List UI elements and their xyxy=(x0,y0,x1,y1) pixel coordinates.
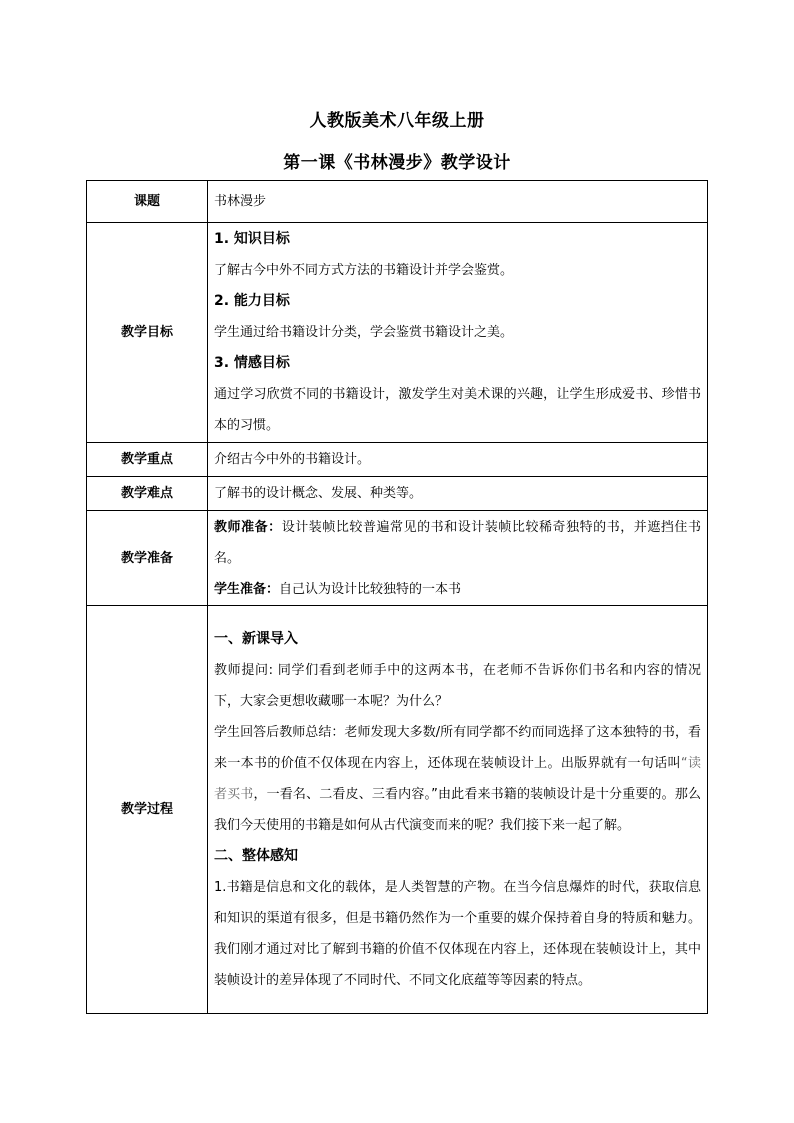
goal-text-emotion: 通过学习欣赏不同的书籍设计，激发学生对美术课的兴趣，让学生形成爱书、珍惜书本的习惯。 xyxy=(214,387,701,433)
process-paragraph-books: 1.书籍是信息和文化的载体，是人类智慧的产物。在当今信息爆炸的时代，获取信息和知识的渠道有很多，但是书籍仍然作为一个重要的媒介保持着自身的特质和魅力。我们刚才通过对比了解到书籍的价值不仅体现在内容上，还体现在装帧设计上，其中装帧设计的差异体现了不同时代、不同文化底蕴等等因素的特点。 xyxy=(214,879,701,988)
row-label-goals: 教学目标 xyxy=(87,223,208,443)
student-preparation xyxy=(214,574,701,605)
summary-text-a: 学生回答后教师总结：老师发现大多数/所有同学都不约而同选择了这本独特的书，看来一本书的价值不仅体现在内容上，还体现在装帧设计上。出版界就有一句话叫 xyxy=(214,724,701,771)
summary-quote: “读者买书 xyxy=(214,755,701,802)
lesson-plan-table xyxy=(86,180,708,1014)
row-label-preparation: 教学准备 xyxy=(87,511,208,606)
summary-text-b: ，一看名、二看皮、三看内容。”由此看来书籍的装帧设计是十分重要的。那么我们今天使用的书籍是如何从古代演变而来的呢？我们接下来一起了解。 xyxy=(214,786,701,833)
student-preparation-text: 自己认为设计比较独特的一本书 xyxy=(279,581,462,597)
goal-heading-ability: 2. 能力目标 xyxy=(214,293,290,309)
teacher-preparation-label: 教师准备： xyxy=(214,519,282,535)
table-row-key-points xyxy=(87,443,708,477)
goal-heading-emotion: 3. 情感目标 xyxy=(214,355,290,371)
table-row-preparation xyxy=(87,511,708,606)
process-heading-intro: 一、新课导入 xyxy=(214,630,298,647)
document-subtitle: 第一课《书林漫步》教学设计 xyxy=(283,153,511,173)
goal-text-ability: 学生通过给书籍设计分类，学会鉴赏书籍设计之美。 xyxy=(214,325,514,340)
row-label-difficulties: 教学难点 xyxy=(87,477,208,511)
topic-value: 书林漫步 xyxy=(208,181,708,223)
teacher-preparation xyxy=(214,512,701,574)
process-paragraph-summary xyxy=(214,717,701,841)
row-label-key-points: 教学重点 xyxy=(87,443,208,477)
goal-text-knowledge: 了解古今中外不同方式方法的书籍设计并学会鉴赏。 xyxy=(214,263,514,278)
teacher-preparation-text: 设计装帧比较普遍常见的书和设计装帧比较稀奇独特的书，并遮挡住书名。 xyxy=(214,519,701,566)
row-label-process: 教学过程 xyxy=(87,606,208,1014)
process-paragraph-question: 教师提问: 同学们看到老师手中的这两本书，在老师不告诉你们书名和内容的情况下，大家会更想收藏哪一本呢？为什么？ xyxy=(214,662,701,709)
table-row-topic xyxy=(87,181,708,223)
process-heading-overview: 二、整体感知 xyxy=(214,847,298,864)
table-row-goals xyxy=(87,223,708,443)
goals-content xyxy=(208,223,708,443)
row-label-topic: 课题 xyxy=(87,181,208,223)
process-content xyxy=(208,606,708,1014)
document-title: 人教版美术八年级上册 xyxy=(309,111,485,131)
student-preparation-label: 学生准备： xyxy=(214,581,280,597)
difficulties-value: 了解书的设计概念、发展、种类等。 xyxy=(208,477,708,511)
table-row-process xyxy=(87,606,708,1014)
preparation-content xyxy=(208,511,708,606)
key-points-value: 介绍古今中外的书籍设计。 xyxy=(208,443,708,477)
table-row-difficulties xyxy=(87,477,708,511)
goal-heading-knowledge: 1. 知识目标 xyxy=(214,231,290,247)
